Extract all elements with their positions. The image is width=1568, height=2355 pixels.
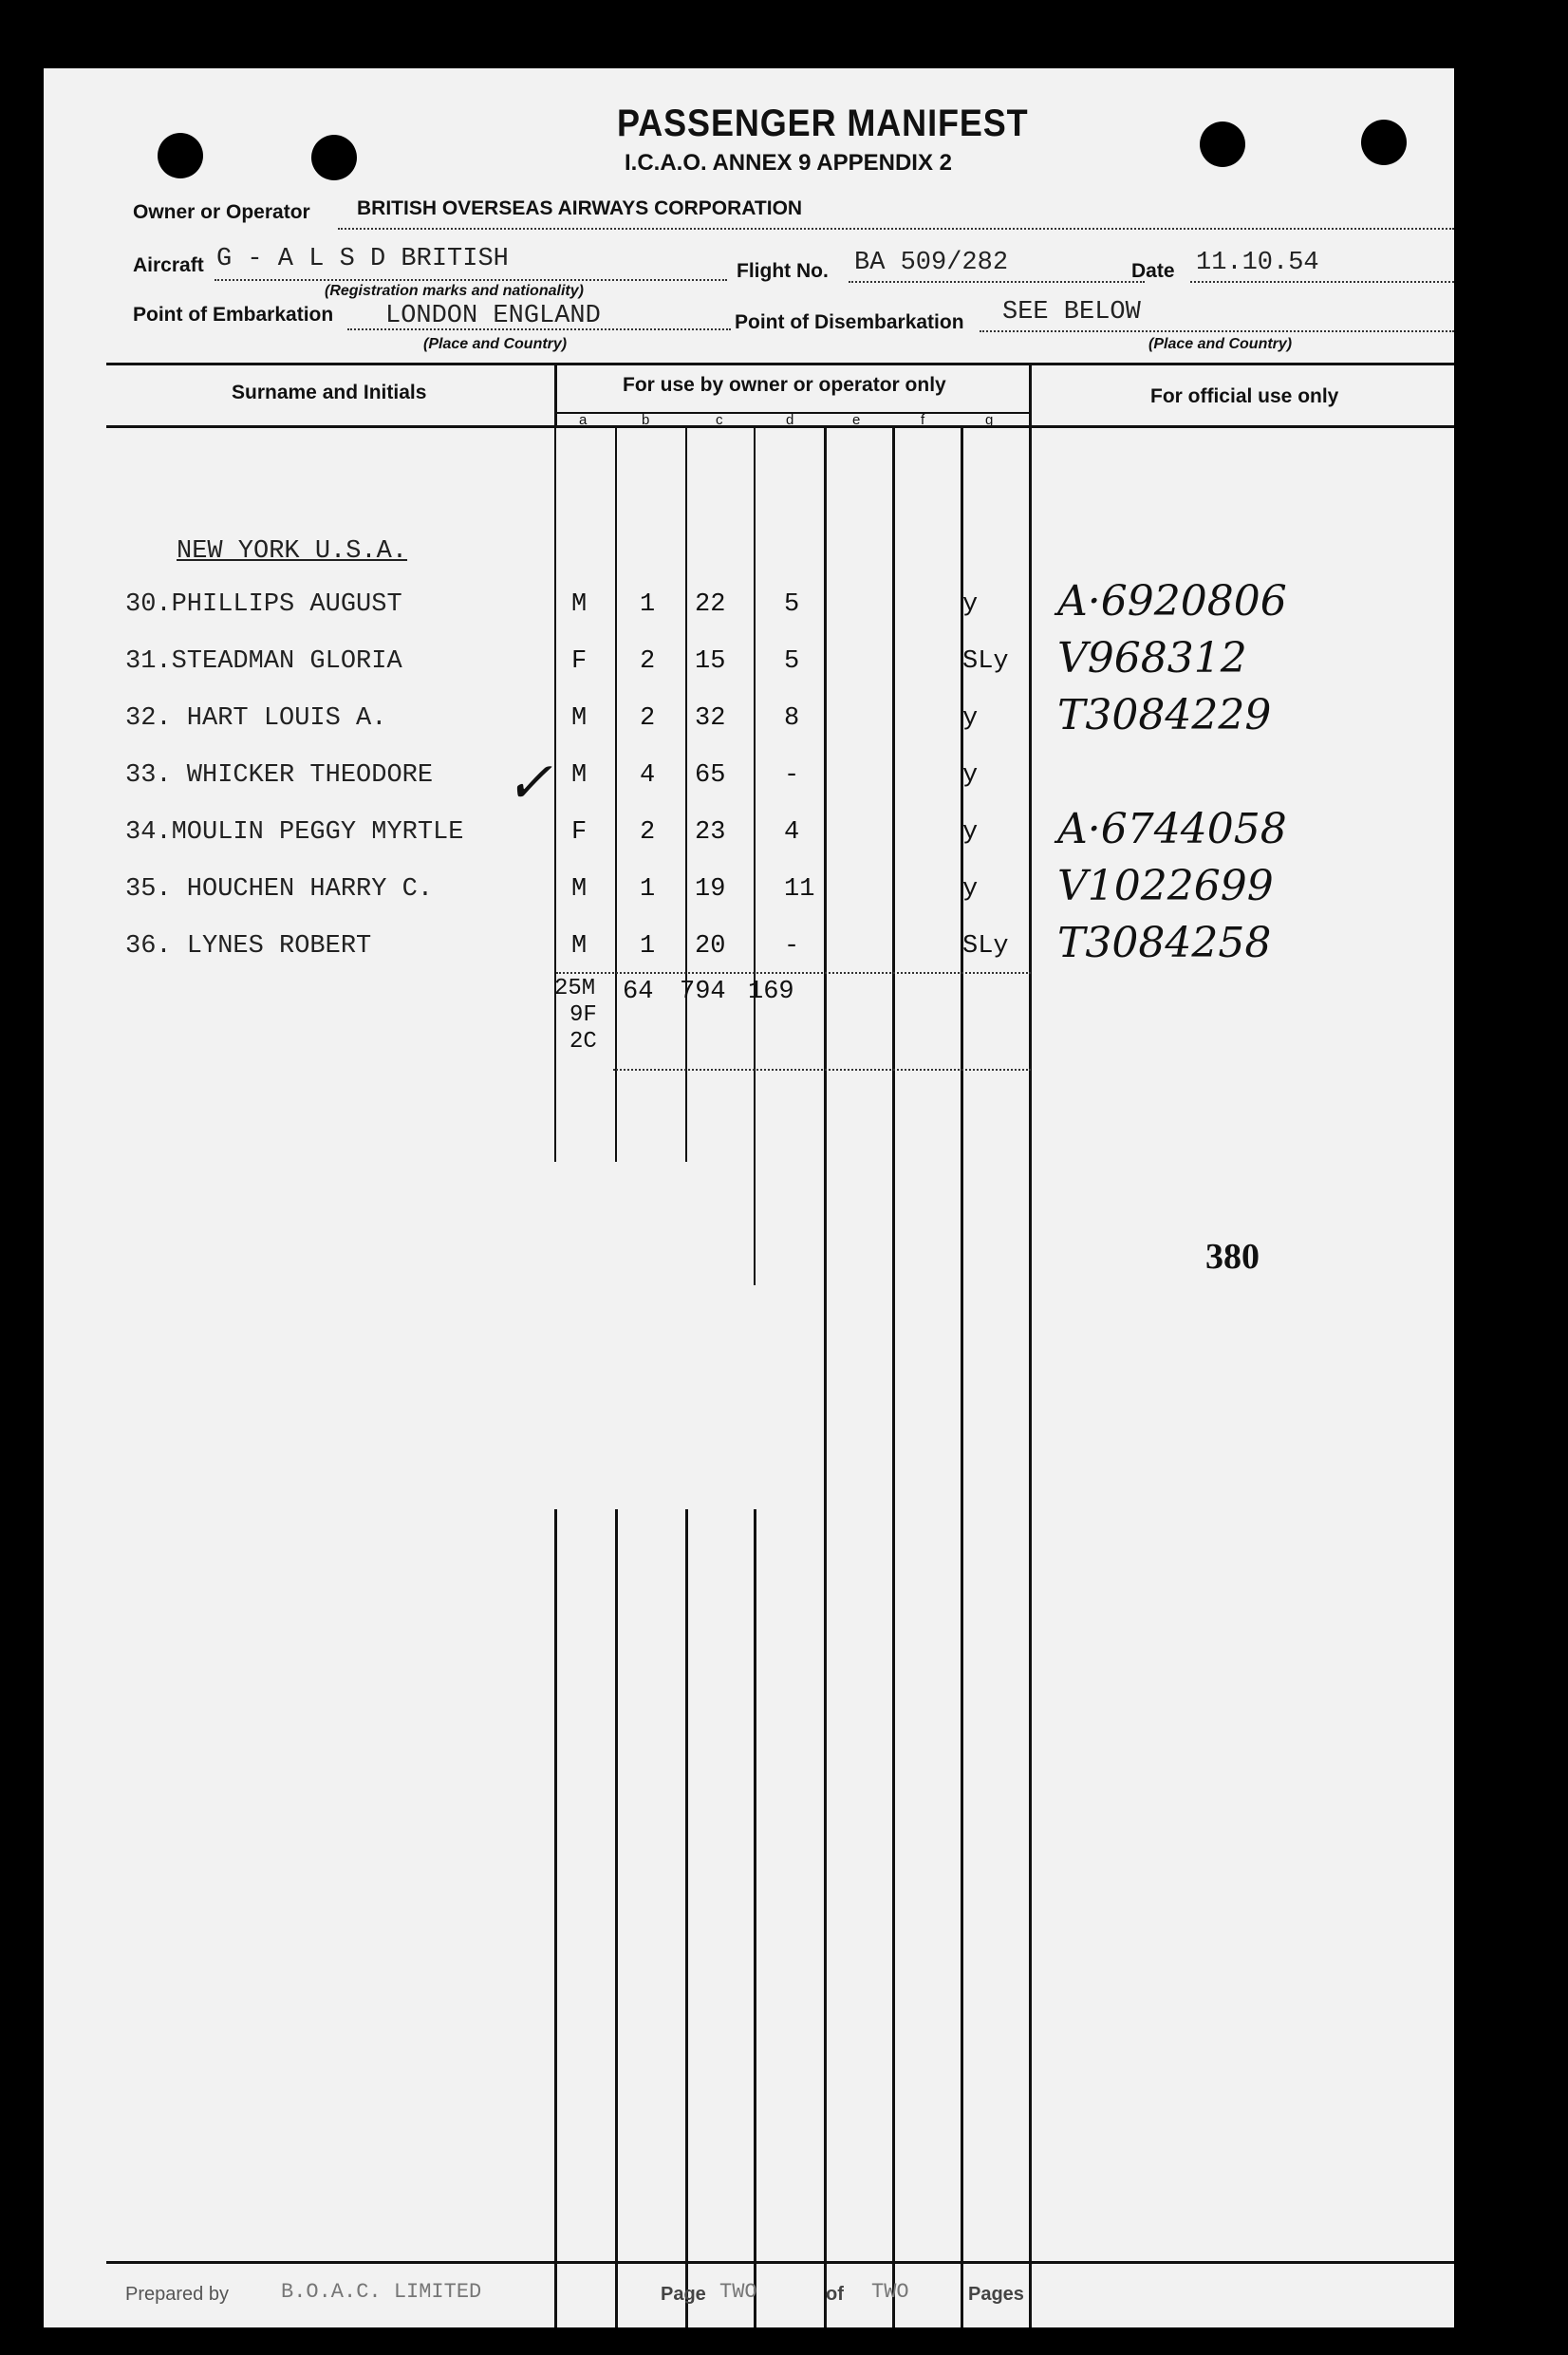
disembark-line bbox=[980, 330, 1454, 332]
footer-page-label: Page bbox=[661, 2284, 706, 2305]
total-c: 794 bbox=[680, 978, 726, 1006]
footer-rule bbox=[106, 2261, 1454, 2264]
total-a-f: 9F bbox=[569, 1002, 597, 1028]
official-divider-long bbox=[1029, 427, 1032, 2327]
date-label: Date bbox=[1131, 260, 1175, 282]
col-letter-d: d bbox=[786, 412, 794, 428]
table-top-rule bbox=[106, 363, 1454, 365]
col-divider-b-lower bbox=[615, 1509, 618, 2327]
cell-g: y bbox=[962, 704, 979, 733]
col-divider-c-lower bbox=[685, 1509, 688, 2327]
cell-g: y bbox=[962, 590, 979, 619]
cell-c: 20 bbox=[695, 932, 726, 961]
cell-b: 1 bbox=[640, 590, 656, 619]
col-owner-header: For use by owner or operator only bbox=[623, 374, 946, 396]
owner-value: BRITISH OVERSEAS AIRWAYS CORPORATION bbox=[357, 197, 803, 219]
cell-a: M bbox=[571, 875, 588, 904]
footer-prepared-label: Prepared by bbox=[125, 2284, 229, 2305]
col-divider-a-lower bbox=[554, 1509, 557, 2327]
cell-b: 2 bbox=[640, 818, 656, 847]
official-divider bbox=[1029, 364, 1032, 427]
passenger-name: 36. LYNES ROBERT bbox=[125, 932, 372, 961]
footer-prepared-value: B.O.A.C. LIMITED bbox=[281, 2280, 482, 2304]
total-a-m: 25M bbox=[554, 976, 596, 1001]
cell-g: y bbox=[962, 875, 979, 904]
aircraft-note: (Registration marks and nationality) bbox=[325, 283, 584, 299]
aircraft-label: Aircraft bbox=[133, 254, 204, 276]
cell-d: 5 bbox=[784, 590, 800, 619]
totals-bottom-rule bbox=[613, 1069, 1031, 1071]
cell-b: 2 bbox=[640, 647, 656, 676]
cell-c: 22 bbox=[695, 590, 726, 619]
cell-g: y bbox=[962, 818, 979, 847]
cell-b: 1 bbox=[640, 932, 656, 961]
total-b: 64 bbox=[623, 978, 654, 1006]
col-divider-d bbox=[754, 427, 756, 1285]
footer-page-value: TWO bbox=[719, 2280, 757, 2304]
section-destination: NEW YORK U.S.A. bbox=[177, 537, 408, 566]
cell-d: 4 bbox=[784, 818, 800, 847]
aircraft-line bbox=[215, 279, 727, 281]
cell-a: M bbox=[571, 590, 588, 619]
footer-pages-label: Pages bbox=[968, 2284, 1024, 2305]
passenger-name: 35. HOUCHEN HARRY C. bbox=[125, 875, 434, 904]
cell-c: 15 bbox=[695, 647, 726, 676]
cell-a: F bbox=[571, 647, 588, 676]
flight-line bbox=[849, 281, 1145, 283]
surname-divider bbox=[554, 364, 557, 427]
cell-b: 2 bbox=[640, 704, 656, 733]
table-header-rule bbox=[106, 425, 1454, 428]
stamp-number: 380 bbox=[1205, 1237, 1260, 1277]
col-divider-c bbox=[685, 427, 687, 1162]
col-divider-a bbox=[554, 427, 556, 1162]
official-number: V968312 bbox=[1057, 634, 1247, 682]
cell-b: 4 bbox=[640, 761, 656, 790]
cell-g: SLy bbox=[962, 932, 1009, 961]
cell-c: 23 bbox=[695, 818, 726, 847]
col-surname-header: Surname and Initials bbox=[232, 382, 427, 403]
punch-hole bbox=[1200, 121, 1245, 167]
cell-a: F bbox=[571, 818, 588, 847]
cell-a: M bbox=[571, 761, 588, 790]
manifest-sheet bbox=[44, 68, 1454, 2327]
cell-a: M bbox=[571, 704, 588, 733]
passenger-name: 32. HART LOUIS A. bbox=[125, 704, 387, 733]
col-divider-f bbox=[892, 427, 895, 2327]
punch-hole bbox=[158, 133, 203, 178]
official-number: V1022699 bbox=[1057, 862, 1274, 910]
passenger-name: 31.STEADMAN GLORIA bbox=[125, 647, 402, 676]
cell-a: M bbox=[571, 932, 588, 961]
owner-label: Owner or Operator bbox=[133, 201, 310, 223]
passenger-name: 30.PHILLIPS AUGUST bbox=[125, 590, 402, 619]
passenger-name: 34.MOULIN PEGGY MYRTLE bbox=[125, 818, 464, 847]
flight-label: Flight No. bbox=[737, 260, 829, 282]
col-divider-b bbox=[615, 427, 617, 1162]
date-value: 11.10.54 bbox=[1196, 249, 1319, 277]
passenger-name: 33. WHICKER THEODORE bbox=[125, 761, 434, 790]
cell-d: - bbox=[784, 932, 800, 961]
cell-d: 5 bbox=[784, 647, 800, 676]
cell-b: 1 bbox=[640, 875, 656, 904]
footer-of-label: of bbox=[826, 2284, 844, 2305]
disembark-value: SEE BELOW bbox=[1002, 298, 1141, 327]
col-letter-e: e bbox=[852, 412, 861, 428]
official-number: A·6744058 bbox=[1057, 805, 1287, 853]
cell-g: y bbox=[962, 761, 979, 790]
flight-value: BA 509/282 bbox=[854, 249, 1009, 277]
col-letter-a: a bbox=[579, 412, 588, 428]
col-letter-b: b bbox=[642, 412, 650, 428]
col-letter-g: g bbox=[985, 412, 994, 428]
cell-d: 11 bbox=[784, 875, 815, 904]
embark-place-note: (Place and Country) bbox=[423, 336, 568, 352]
disembark-place-note: (Place and Country) bbox=[1148, 336, 1293, 352]
aircraft-value: G - A L S D BRITISH bbox=[216, 245, 509, 273]
col-letter-c: c bbox=[716, 412, 723, 428]
cell-d: - bbox=[784, 761, 800, 790]
punch-hole bbox=[1361, 120, 1407, 165]
owner-line bbox=[338, 228, 1454, 230]
total-d: 169 bbox=[748, 978, 794, 1006]
cell-c: 19 bbox=[695, 875, 726, 904]
date-line bbox=[1190, 281, 1454, 283]
disembark-label: Point of Disembarkation bbox=[735, 311, 964, 333]
col-letter-f: f bbox=[921, 412, 925, 428]
col-official-header: For official use only bbox=[1150, 385, 1339, 407]
official-number: T3084229 bbox=[1057, 691, 1272, 739]
cell-c: 65 bbox=[695, 761, 726, 790]
embark-value: LONDON ENGLAND bbox=[385, 302, 601, 330]
footer-of-value: TWO bbox=[871, 2280, 909, 2304]
official-number: A·6920806 bbox=[1057, 577, 1287, 626]
cell-c: 32 bbox=[695, 704, 726, 733]
official-number: T3084258 bbox=[1057, 919, 1272, 967]
col-divider-e bbox=[824, 427, 827, 2327]
totals-rule bbox=[556, 972, 1031, 974]
embark-label: Point of Embarkation bbox=[133, 304, 334, 326]
total-a-c: 2C bbox=[569, 1029, 597, 1055]
col-divider-d-lower bbox=[754, 1509, 756, 2327]
checkmark-icon: ✓ bbox=[505, 750, 553, 816]
page-title: PASSENGER MANIFEST bbox=[617, 103, 1029, 144]
cell-g: SLy bbox=[962, 647, 1009, 676]
cell-d: 8 bbox=[784, 704, 800, 733]
page-subtitle: I.C.A.O. ANNEX 9 APPENDIX 2 bbox=[625, 150, 952, 176]
punch-hole bbox=[311, 135, 357, 180]
